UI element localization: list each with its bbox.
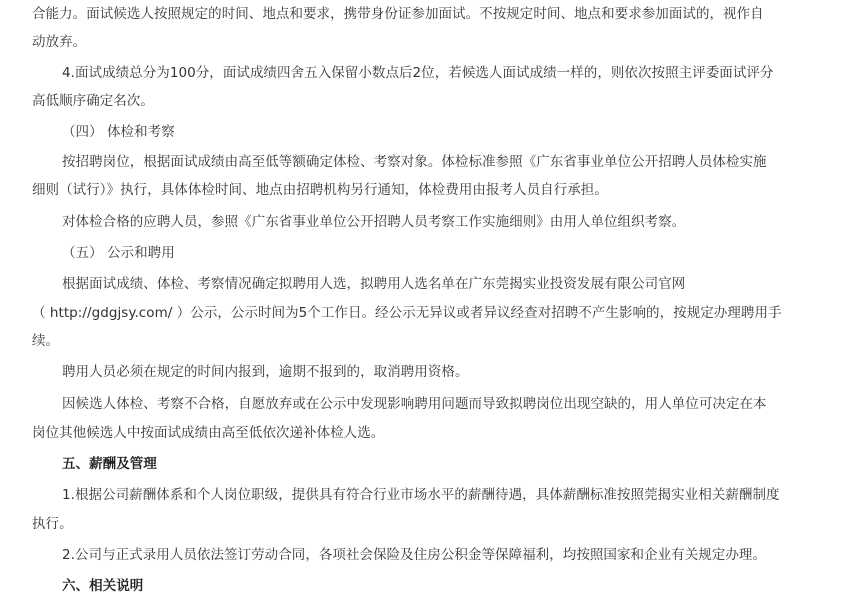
paragraph-line: 合能力。面试候选人按照规定的时间、地点和要求，携带身份证参加面试。不按规定时间、地点和要求参加面试的，视作自 [32, 6, 764, 22]
section-heading: 六、相关说明 [62, 578, 144, 594]
paragraph-line: 动放弃。 [32, 34, 87, 50]
paragraph-line: 2.公司与正式录用人员依法签订劳动合同，各项社会保险及住房公积金等保障福利，均按照国家和企业有关规定办理。 [62, 547, 767, 563]
paragraph-line: 按招聘岗位，根据面试成绩由高至低等额确定体检、考察对象。体检标准参照《广东省事业单位公开招聘人员体检实施 [62, 154, 767, 170]
paragraph-line: 对体检合格的应聘人员，参照《广东省事业单位公开招聘人员考察工作实施细则》由用人单位组织考察。 [62, 214, 686, 230]
subsection-heading: （四） 体检和考察 [62, 124, 175, 140]
paragraph-line: （ http://gdgjsy.com/ ）公示，公示时间为5个工作日。经公示无异议或者异议经查对招聘不产生影响的，按规定办理聘用手 [32, 305, 782, 321]
paragraph-line: 岗位其他候选人中按面试成绩由高至低依次递补体检人选。 [32, 425, 385, 441]
paragraph-line: 4.面试成绩总分为100分，面试成绩四舍五入保留小数点后2位，若候选人面试成绩一样的，则依次按照主评委面试评分 [62, 65, 774, 81]
paragraph-line: 高低顺序确定名次。 [32, 93, 154, 109]
subsection-heading: （五） 公示和聘用 [62, 245, 175, 261]
section-heading: 五、薪酬及管理 [62, 456, 157, 472]
paragraph-line: 执行。 [32, 516, 73, 532]
paragraph-line: 1.根据公司薪酬体系和个人岗位职级，提供具有符合行业市场水平的薪酬待遇，具体薪酬标准按照莞揭实业相关薪酬制度 [62, 487, 780, 503]
paragraph-line: 续。 [32, 333, 60, 349]
paragraph-line: 细则（试行）》执行，具体体检时间、地点由招聘机构另行通知，体检费用由报考人员自行承担。 [32, 182, 608, 198]
paragraph-line: 因候选人体检、考察不合格，自愿放弃或在公示中发现影响聘用问题而导致拟聘岗位出现空缺的，用人单位可决定在本 [62, 396, 767, 412]
paragraph-line: 聘用人员必须在规定的时间内报到，逾期不报到的，取消聘用资格。 [62, 364, 469, 380]
paragraph-line: 根据面试成绩、体检、考察情况确定拟聘用人选，拟聘用人选名单在广东莞揭实业投资发展有限公司官网 [62, 276, 686, 292]
